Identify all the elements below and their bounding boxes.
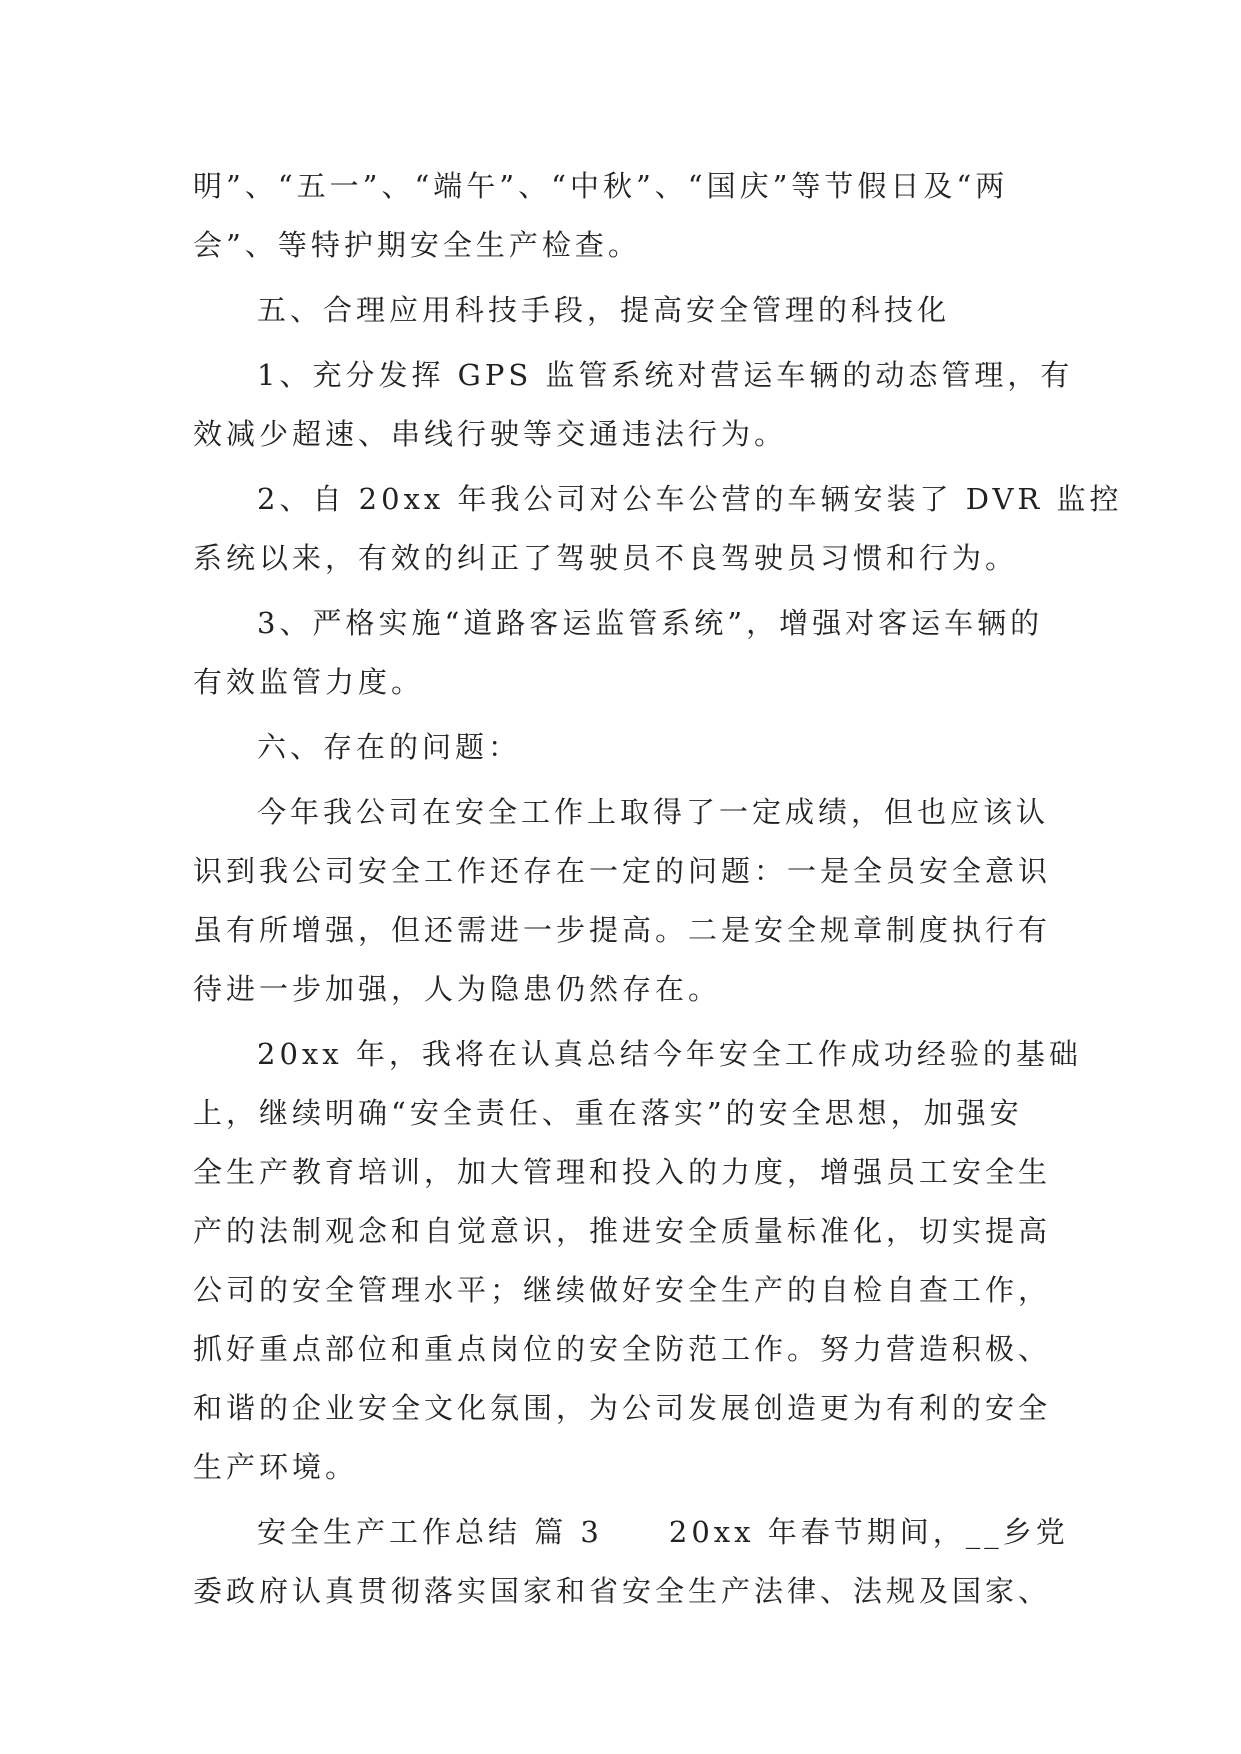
document-line: 识到我公司安全工作还存在一定的问题：一是全员安全意识 bbox=[193, 854, 1052, 888]
document-line: 2、自 20xx 年我公司对公车公营的车辆安装了 DVR 监控 bbox=[257, 482, 1123, 516]
document-line: 六、存在的问题： bbox=[257, 730, 522, 764]
document-line: 五、合理应用科技手段，提高安全管理的科技化 bbox=[257, 293, 951, 327]
document-line: 安全生产工作总结 篇 3 20xx 年春节期间，__乡党 bbox=[257, 1515, 1069, 1549]
document-line: 上，继续明确“安全责任、重在落实”的安全思想，加强安 bbox=[193, 1096, 1023, 1130]
document-line: 3、严格实施“道路客运监管系统”，增强对客运车辆的 bbox=[257, 606, 1044, 640]
document-line: 生产环境。 bbox=[193, 1450, 359, 1484]
document-line: 公司的安全管理水平；继续做好安全生产的自检自查工作， bbox=[193, 1273, 1052, 1307]
document-body bbox=[193, 157, 1123, 1621]
document-line: 系统以来，有效的纠正了驾驶员不良驾驶员习惯和行为。 bbox=[193, 541, 1019, 575]
document-line: 效减少超速、串线行驶等交通违法行为。 bbox=[193, 417, 788, 451]
document-line: 会”、等特护期安全生产检查。 bbox=[193, 228, 641, 262]
document-line: 20xx 年，我将在认真总结今年安全工作成功经验的基础 bbox=[257, 1037, 1082, 1071]
document-line: 今年我公司在安全工作上取得了一定成绩，但也应该认 bbox=[257, 795, 1050, 829]
document-line: 1、充分发挥 GPS 监管系统对营运车辆的动态管理，有 bbox=[257, 358, 1074, 392]
document-line: 虽有所增强，但还需进一步提高。二是安全规章制度执行有 bbox=[193, 913, 1052, 947]
document-line: 有效监管力度。 bbox=[193, 665, 425, 699]
document-line: 抓好重点部位和重点岗位的安全防范工作。努力营造积极、 bbox=[193, 1332, 1052, 1366]
document-line: 待进一步加强，人为隐患仍然存在。 bbox=[193, 972, 722, 1006]
document-line: 委政府认真贯彻落实国家和省安全生产法律、法规及国家、 bbox=[193, 1574, 1052, 1608]
document-line: 全生产教育培训，加大管理和投入的力度，增强员工安全生 bbox=[193, 1155, 1052, 1189]
document-line: 产的法制观念和自觉意识，推进安全质量标准化，切实提高 bbox=[193, 1214, 1052, 1248]
document-line: 和谐的企业安全文化氛围，为公司发展创造更为有利的安全 bbox=[193, 1391, 1052, 1425]
document-line: 明”、“五一”、“端午”、“中秋”、“国庆”等节假日及“两 bbox=[193, 169, 1009, 203]
